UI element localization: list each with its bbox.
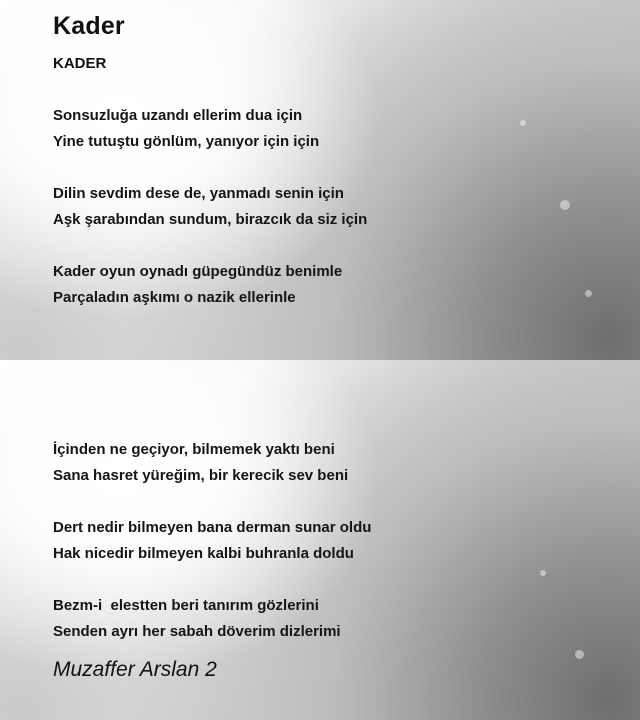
poem-subtitle: KADER bbox=[53, 55, 107, 72]
bokeh-decoration bbox=[575, 650, 584, 659]
stanza-group-top bbox=[53, 103, 367, 311]
verse-line: Senden ayrı her sabah döverim dizlerimi bbox=[53, 623, 341, 640]
verse-line: Aşk şarabından sundum, birazcık da siz için bbox=[53, 211, 368, 228]
verse-line: Parçaladın aşkımı o nazik ellerinle bbox=[53, 289, 296, 306]
verse-line: Dilin sevdim dese de, yanmadı senin için bbox=[53, 185, 344, 202]
stanza-group-bottom bbox=[53, 437, 371, 645]
verse-line: Kader oyun oynadı güpegündüz benimle bbox=[53, 263, 343, 280]
poem-card-bottom bbox=[0, 360, 640, 720]
bokeh-decoration bbox=[560, 200, 570, 210]
bokeh-decoration bbox=[585, 290, 592, 297]
bokeh-decoration bbox=[540, 570, 546, 576]
verse-line: Bezm-i elestten beri tanırım gözlerini bbox=[53, 597, 319, 614]
verse-line: Sana hasret yüreğim, bir kerecik sev beni bbox=[53, 467, 349, 484]
verse-line: İçinden ne geçiyor, bilmemek yaktı beni bbox=[53, 441, 335, 458]
verse-line: Hak nicedir bilmeyen kalbi buhranla doldu bbox=[53, 545, 354, 562]
bokeh-decoration bbox=[520, 120, 526, 126]
poem-subtitle-block bbox=[53, 55, 106, 72]
verse-line: Sonsuzluğa uzandı ellerim dua için bbox=[53, 107, 303, 124]
author-block bbox=[53, 658, 217, 682]
poem-title-block bbox=[53, 12, 125, 41]
verse-line: Dert nedir bilmeyen bana derman sunar oldu bbox=[53, 519, 372, 536]
verse-line: Yine tutuştu gönlüm, yanıyor için için bbox=[53, 133, 320, 150]
poem-author: Muzaffer Arslan 2 bbox=[53, 658, 217, 681]
poem-title: Kader bbox=[53, 12, 125, 40]
